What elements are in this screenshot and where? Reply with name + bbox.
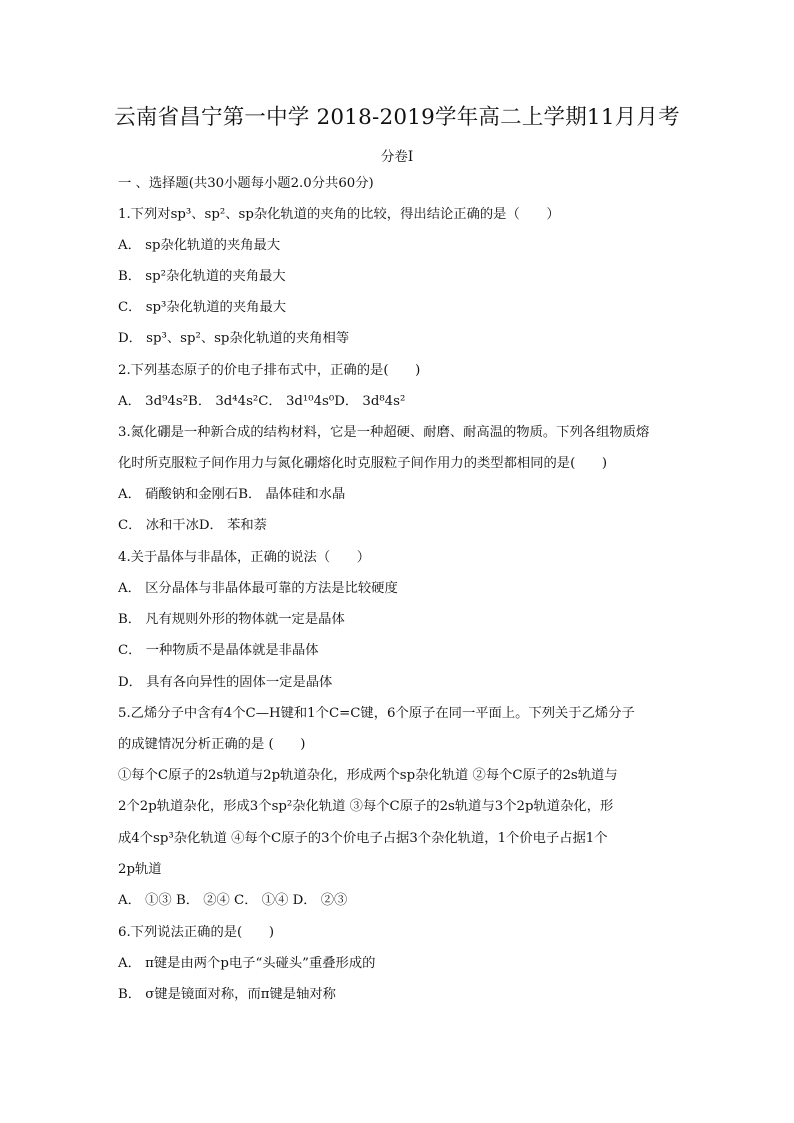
part-heading: 一 、选择题(共30小题每小题2.0分共60分) <box>118 176 374 191</box>
q4-option-b: B． 凡有规则外形的物体就一定是晶体 <box>118 612 345 627</box>
q2-options: A． 3d⁹4s²B． 3d⁴4s²C． 3d¹⁰4s⁰D． 3d⁸4s² <box>118 394 406 409</box>
question-5-line-1: 5.乙烯分子中含有4个C—H键和1个C=C键，6个原子在同一平面上。下列关于乙烯分子 <box>118 706 635 721</box>
question-5-statement-2: 2个2p轨道杂化，形成3个sp²杂化轨道 ③每个C原子的2s轨道与3个2p轨道杂化，形 <box>118 799 614 814</box>
exam-title: 云南省昌宁第一中学 2018-2019学年高二上学期11月月考 <box>114 105 680 130</box>
question-5-statement-4: 2p轨道 <box>118 862 162 877</box>
question-5-line-2: 的成键情况分析正确的是 ( ) <box>118 737 306 752</box>
q4-option-a: A． 区分晶体与非晶体最可靠的方法是比较硬度 <box>118 581 398 596</box>
question-3-line-1: 3.氮化硼是一种新合成的结构材料，它是一种超硬、耐磨、耐高温的物质。下列各组物质熔 <box>118 425 650 440</box>
q6-option-b: B． σ键是镜面对称，而π键是轴对称 <box>118 987 336 1002</box>
question-3-line-2: 化时所克服粒子间作用力与氮化硼熔化时克服粒子间作用力的类型都相同的是( ) <box>118 456 608 471</box>
q3-options-ab: A． 硝酸钠和金刚石B． 晶体硅和水晶 <box>118 487 346 502</box>
q1-option-c: C． sp³杂化轨道的夹角最大 <box>118 300 287 315</box>
question-5-statement-1: ①每个C原子的2s轨道与2p轨道杂化，形成两个sp杂化轨道 ②每个C原子的2s轨道与 <box>118 768 618 783</box>
q1-option-a: A． sp杂化轨道的夹角最大 <box>118 238 281 253</box>
q1-option-b: B． sp²杂化轨道的夹角最大 <box>118 269 286 284</box>
q5-options: A． ①③ B． ②④ C． ①④ D． ②③ <box>118 893 348 908</box>
q1-option-d: D． sp³、sp²、sp杂化轨道的夹角相等 <box>118 331 350 346</box>
section-label: 分卷I <box>380 149 414 165</box>
question-1: 1.下列对sp³、sp²、sp杂化轨道的夹角的比较，得出结论正确的是（ ） <box>118 207 560 222</box>
q4-option-d: D． 具有各向异性的固体一定是晶体 <box>118 675 333 690</box>
question-2: 2.下列基态原子的价电子排布式中，正确的是( ) <box>118 363 421 378</box>
q3-options-cd: C． 冰和干冰D． 苯和萘 <box>118 518 267 533</box>
question-6: 6.下列说法正确的是( ) <box>118 925 275 940</box>
q4-option-c: C． 一种物质不是晶体就是非晶体 <box>118 643 319 658</box>
q6-option-a: A． π键是由两个p电子“头碰头”重叠形成的 <box>118 956 376 971</box>
question-4: 4.关于晶体与非晶体，正确的说法（ ） <box>118 550 371 565</box>
question-5-statement-3: 成4个sp³杂化轨道 ④每个C原子的3个价电子占据3个杂化轨道，1个价电子占据1个 <box>118 831 608 846</box>
